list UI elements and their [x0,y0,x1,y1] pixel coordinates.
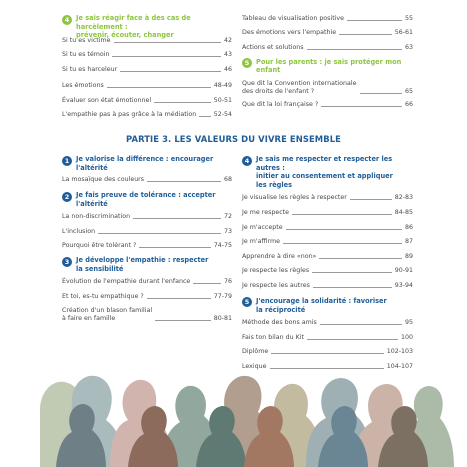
toc-entry[interactable]: Évolution de l'empathie durant l'enfance 76 [62,278,232,286]
toc-entry[interactable]: Je visualise les règles à respecter 82-83 [242,194,413,202]
section-1-header [62,155,232,172]
toc-entry[interactable]: Actions et solutions 63 [242,43,413,51]
section-title: J'encourage la solidarité : favoriser la réciprocité [256,296,387,314]
toc-bottom-right [242,155,413,371]
toc-entry[interactable]: Que dit la loi française ? 66 [242,101,413,109]
section-number-badge: 4 [62,15,72,25]
section-title: Je valorise la différence : encourager l'altérité [76,155,214,172]
section-title: Pour les parents : je sais protéger mon enfant [256,57,402,75]
section-2-header [62,191,232,208]
toc-entry[interactable]: Évaluer son état émotionnel 50-51 [62,96,232,104]
toc-entry[interactable]: Pourquoi être tolérant ? 74-75 [62,242,232,250]
section-title: Je sais me respecter et respecter les autres : initier au consentement et appliquer les règles [256,155,393,189]
section-number-badge: 2 [62,192,72,202]
part-title: PARTIE 3. LES VALEURS DU VIVRE ENSEMBLE [126,134,341,144]
toc-entry[interactable]: Si tu es harceleur 46 [62,65,232,73]
toc-entry[interactable]: Fais ton bilan du Kit 100 [242,333,413,341]
section-number-badge: 1 [62,156,72,166]
section-number-badge: 4 [242,156,252,166]
toc-entry[interactable]: Que dit la Convention internationale des droits de l'enfant ? 65 [242,79,413,95]
section-number-badge: 5 [242,58,252,68]
toc-entry[interactable]: Et toi, es-tu empathique ? 77-79 [62,292,232,300]
toc-entry[interactable]: Je me respecte 84-85 [242,208,413,216]
section-title: Je fais preuve de tolérance : accepter l'altérité [76,191,216,208]
toc-bottom-left [62,155,232,323]
section-title: Je sais réagir face à des cas de harcèlement : prévenir, écouter, changer [76,14,191,40]
section-number-badge: 5 [242,297,252,307]
toc-entry[interactable]: Si tu es victime 42 [62,37,232,44]
toc-entry[interactable]: Méthode des bons amis 95 [242,319,413,327]
toc-entry[interactable]: Des émotions vers l'empathie 56-61 [242,29,413,37]
toc-entry[interactable]: Je m'affirme 87 [242,238,413,246]
toc-entry[interactable]: Création d'un blason familial à faire en famille 80-81 [62,307,232,323]
toc-entry[interactable]: Je respecte les règles 90-91 [242,267,413,275]
toc-entry[interactable]: La mosaïque des couleurs 68 [62,176,232,184]
toc-entry[interactable]: Si tu es témoin 43 [62,51,232,59]
toc-top-right [242,15,413,109]
toc-entry[interactable]: L'inclusion 73 [62,227,232,235]
toc-top-left-entries [62,37,232,119]
section-3-header [62,256,232,273]
section-4-header [242,155,413,189]
toc-entry[interactable]: Lexique 104-107 [242,362,413,370]
toc-entry[interactable]: Je m'accepte 86 [242,223,413,231]
section-5-header [242,58,413,75]
toc-entry[interactable]: La non-discrimination 72 [62,213,232,221]
toc-entry[interactable]: Tableau de visualisation positive 55 [242,15,413,22]
toc-entry[interactable]: Apprendre à dire «non» 89 [242,252,413,260]
toc-entry[interactable]: Les émotions 48-49 [62,82,232,90]
toc-entry[interactable]: Je respecte les autres 93-94 [242,281,413,289]
diverse-people-silhouettes-illustration [0,340,467,467]
toc-entry[interactable]: L'empathie pas à pas grâce à la médiation 52-54 [62,110,232,118]
section-4-header [62,14,232,40]
section-5-header [242,297,413,314]
section-title: Je développe l'empathie : respecter la sensibilité [76,256,209,273]
toc-entry[interactable]: Diplôme 102-103 [242,348,413,356]
section-number-badge: 3 [62,257,72,267]
